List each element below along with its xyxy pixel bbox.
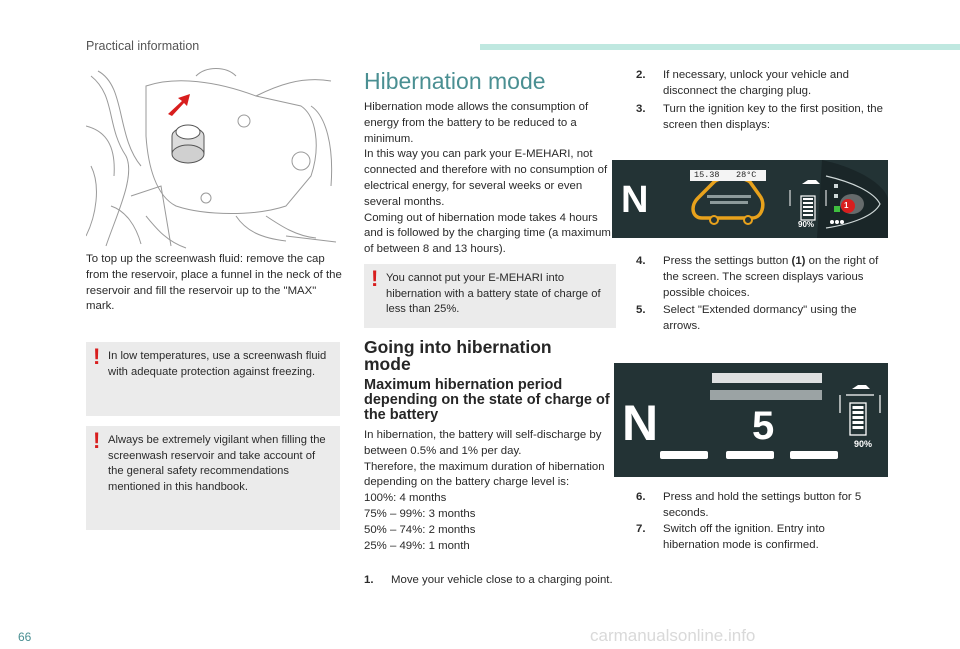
- hibernation-intro: Hibernation mode allows the consumption of energy from the battery to be reduced to a minimum. In this way you can park your E-MEHARI, not connected and therefore with no consumption of electrical energy, for several weeks or even several months. Coming out of hibernation mode takes 4 hours and is followed by the charging time (a maximum of between 8 and 13 hours).: [364, 101, 611, 256]
- page-title: Hibernation mode: [364, 68, 546, 94]
- battery-warning-box: [364, 264, 616, 328]
- frost-warning-box: [86, 342, 340, 416]
- screenwash-reservoir-illustration: [86, 66, 338, 250]
- dormancy-screen-display: [614, 363, 888, 477]
- dashboard-screen-display: [612, 160, 888, 238]
- clock-readout: 15.38: [694, 170, 720, 180]
- settings-button-callout: 1: [844, 201, 849, 210]
- temperature-readout: 28°C: [736, 170, 757, 180]
- countdown-number: 5: [752, 404, 775, 448]
- warning-icon: !: [93, 428, 101, 453]
- section-heading: Going into hibernation mode: [364, 337, 552, 374]
- vigilance-warning-text: Always be extremely vigilant when filling the screenwash reservoir and take account of the general safety recommendations mentioned in this handbook.: [108, 434, 326, 493]
- gear-indicator: N: [621, 179, 649, 221]
- battery-percentage: 90%: [854, 439, 873, 449]
- battery-warning-text: You cannot put your E-MEHARI into hibernation with a battery state of charge of less than 25%.: [386, 272, 601, 315]
- page-number: 66: [18, 630, 32, 644]
- subsection-heading: Maximum hibernation period depending on the state of charge of the battery: [364, 377, 610, 424]
- vigilance-warning-box: [86, 426, 340, 530]
- battery-percentage: 90%: [798, 220, 815, 229]
- warning-icon: !: [371, 266, 379, 291]
- hibernation-durations: In hibernation, the battery will self-discharge by between 0.5% and 1% per day. Therefore, the maximum duration of hibernation depending on the battery charge level is: 100%: 4 months 75% – 99%: 3 months 50% – 74%: 2 months 25% – 49%: 1 month: [364, 429, 605, 552]
- section-title: Practical information: [86, 39, 200, 53]
- header-bar: [480, 44, 960, 50]
- warning-icon: !: [93, 344, 101, 369]
- gear-indicator: N: [622, 395, 659, 451]
- screenwash-intro: To top up the screenwash fluid: remove the cap from the reservoir, place a funnel in the neck of the reservoir and fill the reservoir up to the "MAX" mark.: [86, 253, 342, 313]
- frost-warning-text: In low temperatures, use a screenwash fluid with adequate protection against freezing.: [108, 350, 327, 378]
- watermark: carmanualsonline.info: [590, 626, 756, 645]
